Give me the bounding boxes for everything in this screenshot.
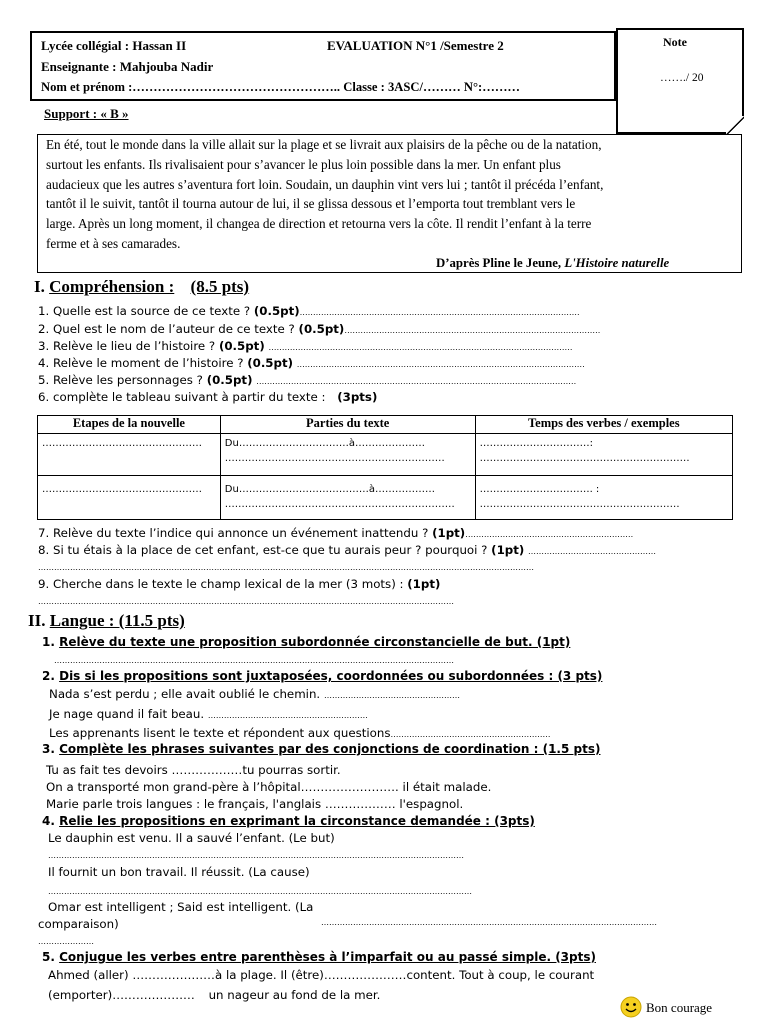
answer-dots[interactable]: ……………………………………………………………………………………	[344, 326, 601, 335]
question-points: (1pt)	[432, 526, 466, 540]
sentence: Je nage quand il fait beau.	[49, 707, 205, 721]
answer-dots[interactable]: ……………………………………………………	[207, 711, 368, 720]
question-6	[38, 390, 377, 404]
question-1	[38, 304, 580, 318]
cell-line: Du……………………………à…………………	[224, 438, 425, 449]
answer-dots[interactable]: ……………………………………………	[323, 691, 460, 700]
question-number: 7.	[38, 526, 50, 540]
evaluation-title: EVALUATION N°1 /Semestre 2	[327, 38, 504, 53]
table-row	[38, 476, 733, 520]
langue-q2-item	[49, 726, 550, 740]
langue-q2-item	[49, 687, 460, 701]
table-header-row	[38, 416, 733, 434]
passage-line: large. Après un long moment, il changea de direction et retourna vers la côte. Il rendit l’enfant à la terre	[46, 216, 592, 231]
table-row	[38, 434, 733, 476]
answer-dots[interactable]: ……………………………………………………………………………………………………	[268, 343, 573, 352]
answer-dots-line[interactable]: …………………	[38, 937, 94, 946]
question-points: (3pts)	[337, 390, 378, 404]
cell-line: …………………………………………	[42, 438, 202, 449]
question-points: (1pt)	[407, 577, 441, 591]
langue-q5-line: Ahmed (aller) …………………à la plage. Il (être)…………………content. Tout à coup, le courant	[48, 968, 595, 982]
question-points: (0.5pt)	[206, 373, 253, 387]
langue-q3	[42, 742, 600, 756]
sentence: un nageur au fond de la mer.	[208, 988, 381, 1002]
langue-q4-item: Il fournit un bon travail. Il réussit. (La cause)	[48, 865, 310, 879]
cell-line: ………………………………………………………	[479, 453, 690, 464]
source-author: D’après Pline le Jeune,	[436, 256, 562, 270]
langue-q3-item: On a transporté mon grand-père à l’hôpital……………………. il était malade.	[46, 780, 492, 794]
answer-dots[interactable]: …………………………………………	[528, 547, 656, 556]
table-header: Etapes de la nouvelle	[38, 416, 221, 434]
cell-line: ……………………………………………………………	[224, 499, 455, 510]
question-text: complète le tableau suivant à partir du texte :	[53, 390, 326, 404]
answer-dots-line[interactable]: …………………………………………………………………………………………………………………………………………	[48, 851, 464, 860]
table-cell[interactable]	[220, 476, 475, 520]
question-text: Dis si les propositions sont juxtaposées, coordonnées ou subordonnées : (3 pts)	[59, 669, 603, 683]
comprehension-heading	[34, 277, 249, 297]
langue-q4-item: Le dauphin est venu. Il a sauvé l’enfant. (Le but)	[48, 831, 335, 845]
question-number: 2.	[42, 669, 55, 683]
question-number: 3.	[38, 339, 50, 353]
langue-q5-line	[48, 988, 380, 1002]
support-label: Support : « B »	[44, 106, 129, 121]
langue-q2	[42, 669, 602, 683]
table-header: Parties du texte	[220, 416, 475, 434]
sentence: Nada s’est perdu ; elle avait oublié le chemin.	[49, 687, 321, 701]
comprehension-heading-num: I.	[34, 277, 45, 296]
source-title: L'Histoire naturelle	[564, 256, 670, 270]
teacher-name: Enseignante : Mahjouba Nadir	[41, 59, 214, 74]
question-number: 5.	[38, 373, 50, 387]
question-number: 2.	[38, 322, 50, 336]
smiley-icon	[620, 996, 642, 1018]
stages-table	[37, 415, 733, 520]
table-cell[interactable]	[38, 434, 221, 476]
comprehension-heading-text: Compréhension :	[49, 277, 175, 296]
question-text: Si tu étais à la place de cet enfant, est-ce que tu aurais peur ? pourquoi ?	[53, 543, 488, 557]
cell-line: ……………………………. :	[479, 484, 600, 495]
question-7	[38, 526, 633, 540]
passage-line: audacieux que les autres s’aventura fort loin. Soudain, un dauphin vint vers lui ; tantôt il précéda l’enfant,	[46, 177, 604, 192]
answer-dots[interactable]: …………………………………………………………………………………………………………	[256, 377, 577, 386]
question-9	[38, 577, 440, 591]
question-number: 3.	[42, 742, 55, 756]
table-cell[interactable]	[475, 434, 732, 476]
question-number: 4.	[42, 814, 55, 828]
verb-blank[interactable]: (emporter)…………………	[48, 988, 195, 1002]
cell-line: Du…………………………………à………………	[224, 484, 435, 495]
langue-q4-item: Omar est intelligent ; Said est intelligent. (La	[48, 900, 314, 914]
passage-line: surtout les enfants. Ils rivalisaient pour s’avancer le plus loin possible dans la mer. Un enfant plus	[46, 157, 561, 172]
comprehension-heading-pts: (8.5 pts)	[190, 277, 250, 296]
question-text: Conjugue les verbes entre parenthèses à l’imparfait ou au passé simple. (3pts)	[59, 950, 596, 964]
question-number: 9.	[38, 577, 50, 591]
question-points: (0.5pt)	[218, 339, 265, 353]
question-text: Relève du texte une proposition subordonnée circonstancielle de but. (1pt)	[59, 635, 571, 649]
question-text: Complète les phrases suivantes par des conjonctions de coordination : (1.5 pts)	[59, 742, 601, 756]
langue-q3-item: Tu as fait tes devoirs ………………tu pourras sortir.	[46, 763, 341, 777]
note-value: ……./ 20	[660, 72, 704, 84]
question-4	[38, 356, 585, 370]
langue-q5	[42, 950, 596, 964]
question-text: Relie les propositions en exprimant la circonstance demandée : (3pts)	[59, 814, 535, 828]
question-points: (0.5pt)	[298, 322, 345, 336]
langue-heading-text: Langue : (11.5 pts)	[49, 611, 185, 630]
answer-dots[interactable]: ………………………………………………………………………………………………	[296, 360, 585, 369]
answer-dots[interactable]: ……………………………………………………………………………………………	[299, 308, 580, 317]
sentence: Les apprenants lisent le texte et répondent aux questions	[49, 726, 391, 740]
school-name: Lycée collégial : Hassan II	[41, 38, 187, 53]
langue-q1	[42, 635, 570, 649]
question-points: (0.5pt)	[247, 356, 293, 370]
passage-line: En été, tout le monde dans la ville allait sur la plage et se livrait aux plaisirs de la pêche ou de la natation,	[46, 137, 602, 152]
answer-dots-line[interactable]: ……………………………………………………………………………………………………………………………………………………………………	[38, 563, 534, 572]
question-text: Relève du texte l’indice qui annonce un événement inattendu ?	[53, 526, 429, 540]
table-cell[interactable]	[220, 434, 475, 476]
table-cell[interactable]	[475, 476, 732, 520]
answer-dots[interactable]: ………………………………………………………	[465, 530, 634, 539]
question-number: 6.	[38, 390, 50, 404]
question-text: Quelle est la source de ce texte ?	[53, 304, 251, 318]
question-text: Cherche dans le texte le champ lexical de la mer (3 mots) :	[53, 577, 404, 591]
langue-q3-item: Marie parle trois langues : le français, l'anglais ……………… l'espagnol.	[46, 797, 464, 811]
langue-heading-num: II.	[28, 611, 46, 630]
answer-dots[interactable]: ……………………………………………………	[390, 730, 551, 739]
table-cell[interactable]	[38, 476, 221, 520]
answer-dots-line[interactable]: ………………………………………………………………………………………………………………	[321, 918, 657, 927]
question-8	[38, 543, 656, 557]
cell-line: …………………………………………	[42, 484, 202, 495]
passage-source	[436, 256, 669, 271]
cell-line: ……………………………:	[479, 438, 593, 449]
note-label: Note	[663, 35, 687, 49]
langue-q2-item	[49, 707, 368, 721]
langue-heading	[28, 611, 185, 631]
question-number: 5.	[42, 950, 55, 964]
cell-line: …………………………………………………………	[224, 453, 445, 464]
question-number: 1.	[38, 304, 50, 318]
question-text: Relève les personnages ?	[53, 373, 203, 387]
table-header: Temps des verbes / exemples	[475, 416, 732, 434]
answer-dots-line[interactable]: ……………………………………………………………………………………………………………………………………	[54, 656, 454, 665]
question-5	[38, 373, 576, 387]
answer-dots-line[interactable]: …………………………………………………………………………………………………………………………………………	[38, 597, 454, 606]
question-number: 1.	[42, 635, 55, 649]
question-number: 8.	[38, 543, 50, 557]
question-points: (0.5pt)	[253, 304, 300, 318]
question-number: 4.	[38, 356, 50, 370]
langue-q4-item: comparaison)	[38, 917, 119, 931]
question-text: Relève le moment de l’histoire ?	[53, 356, 244, 370]
question-points: (1pt)	[491, 543, 525, 557]
question-text: Quel est le nom de l’auteur de ce texte ?	[53, 322, 295, 336]
cell-line: ……………………………………………………	[479, 499, 680, 510]
answer-dots-line[interactable]: ……………………………………………………………………………………………………………………………………………	[48, 887, 472, 896]
passage-line: ferme et à ses camarades.	[46, 236, 181, 251]
student-line: Nom et prénom :………………………………………….. Classe : 3ASC/……… N°:………	[41, 80, 521, 94]
langue-q4	[42, 814, 535, 828]
passage-line: tantôt il le suivit, tantôt il tourna autour de lui, il se glissa dessous et l’emporta tout tremblant vers le	[46, 196, 576, 211]
question-text: Relève le lieu de l’histoire ?	[53, 339, 216, 353]
question-3	[38, 339, 572, 353]
closing-text: Bon courage	[646, 1000, 713, 1015]
question-2	[38, 322, 600, 336]
